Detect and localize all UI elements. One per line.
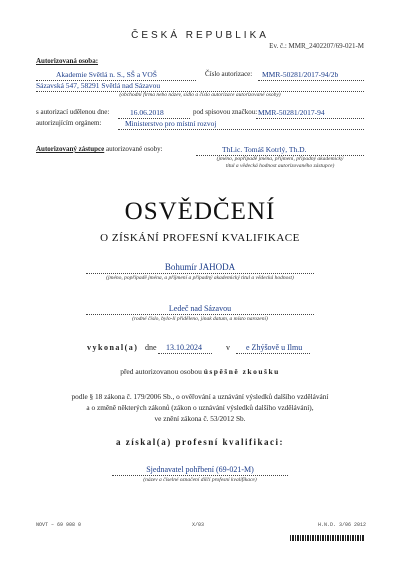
representative-label-row: [36, 145, 163, 153]
exam-line-1: [0, 367, 400, 376]
holder-birthplace: Ledeč nad Sázavou: [168, 304, 232, 313]
exam-place-label: v: [226, 343, 230, 352]
exam-line-1-b: úspěšně zkoušku: [203, 367, 280, 376]
exam-place: e Zhýšově u Ilmu: [246, 343, 303, 352]
representative-label-rest: autorizované osoby:: [106, 145, 163, 153]
footer-middle: X/03: [192, 522, 205, 528]
qualification-name: Sjednavatel pohřbení (69-021-M): [146, 465, 254, 474]
qualification-heading: a získal(a) profesní kvalifikaci:: [115, 437, 285, 447]
exam-label: vykonal(a): [87, 343, 139, 352]
footer-left: NOVT – 69 908 0: [36, 522, 82, 528]
footer-right: H.N.D. 3/06 2012: [318, 522, 367, 528]
auth-date-label: s autorizací udělenou dne:: [36, 108, 110, 116]
holder-name: Bohumír JAHODA: [164, 262, 236, 272]
representative-name: ThLic. Tomáš Kotrlý, Th.D.: [222, 145, 307, 154]
auth-number: MMR-50281/2017-94/2b: [262, 70, 339, 79]
authorizing-body-label: autorizujícím orgánem:: [36, 119, 102, 127]
exam-line-1-a: před autorizovanou osobou: [120, 367, 202, 376]
auth-date: 16.06.2018: [130, 108, 164, 117]
file-number-label: pod spisovou značkou:: [193, 108, 258, 116]
authorized-person-address: Sázavská 547, 58291 Světlá nad Sázavou: [36, 81, 161, 90]
law-line-2: a o změně některých zákonů (zákon o uznávání výsledků dalšího vzdělávání),: [86, 403, 314, 412]
evidence-number: Ev. č.: MMR_2402207/69-021-M: [269, 42, 364, 50]
qualification-caption: (název a číselné označení dílčí profesní kvalifikace): [143, 477, 257, 483]
barcode: [290, 535, 364, 541]
holder-name-caption: (jméno, popřípadě jména, a příjmení a případný akademický titul a vědecká hodnost): [106, 275, 294, 281]
exam-date-label: dne: [145, 343, 157, 352]
country-header: ČESKÁ REPUBLIKA: [131, 30, 269, 41]
authorized-person-caption: (obchodní firma nebo název, sídlo a číslo autorizace autorizované osoby): [119, 92, 281, 98]
authorizing-body: Ministerstvo pro místní rozvoj: [125, 119, 217, 128]
representative-label: Autorizovaný zástupce: [36, 145, 105, 153]
exam-date: 13.10.2024: [166, 343, 202, 352]
holder-birthplace-caption: (rodné číslo, bylo-li přiděleno, jinak datum, a místo narození): [132, 316, 268, 322]
certificate-title: OSVĚDČENÍ: [124, 198, 276, 225]
law-line-1: podle § 18 zákona č. 179/2006 Sb., o ověřování a uznávání výsledků dalšího vzdělávání: [71, 392, 329, 401]
representative-caption-1: (jméno, popřípadě jména, příjmení, případný akademický: [216, 156, 344, 162]
authorized-person-name: Akademie Světlá n. S., SŠ a VOŠ: [56, 70, 157, 79]
law-line-3: ve znění zákona č. 53/2012 Sb.: [154, 414, 246, 423]
auth-number-label: Číslo autorizace:: [205, 70, 253, 78]
certificate-subtitle: O ZÍSKÁNÍ PROFESNÍ KVALIFIKACE: [100, 232, 300, 244]
representative-caption-2: titul a vědecká hodnost autorizovaného zástupce): [225, 163, 335, 169]
file-number: MMR-50281/2017-94: [258, 108, 325, 117]
authorized-person-label: Autorizovaná osoba:: [36, 57, 99, 65]
